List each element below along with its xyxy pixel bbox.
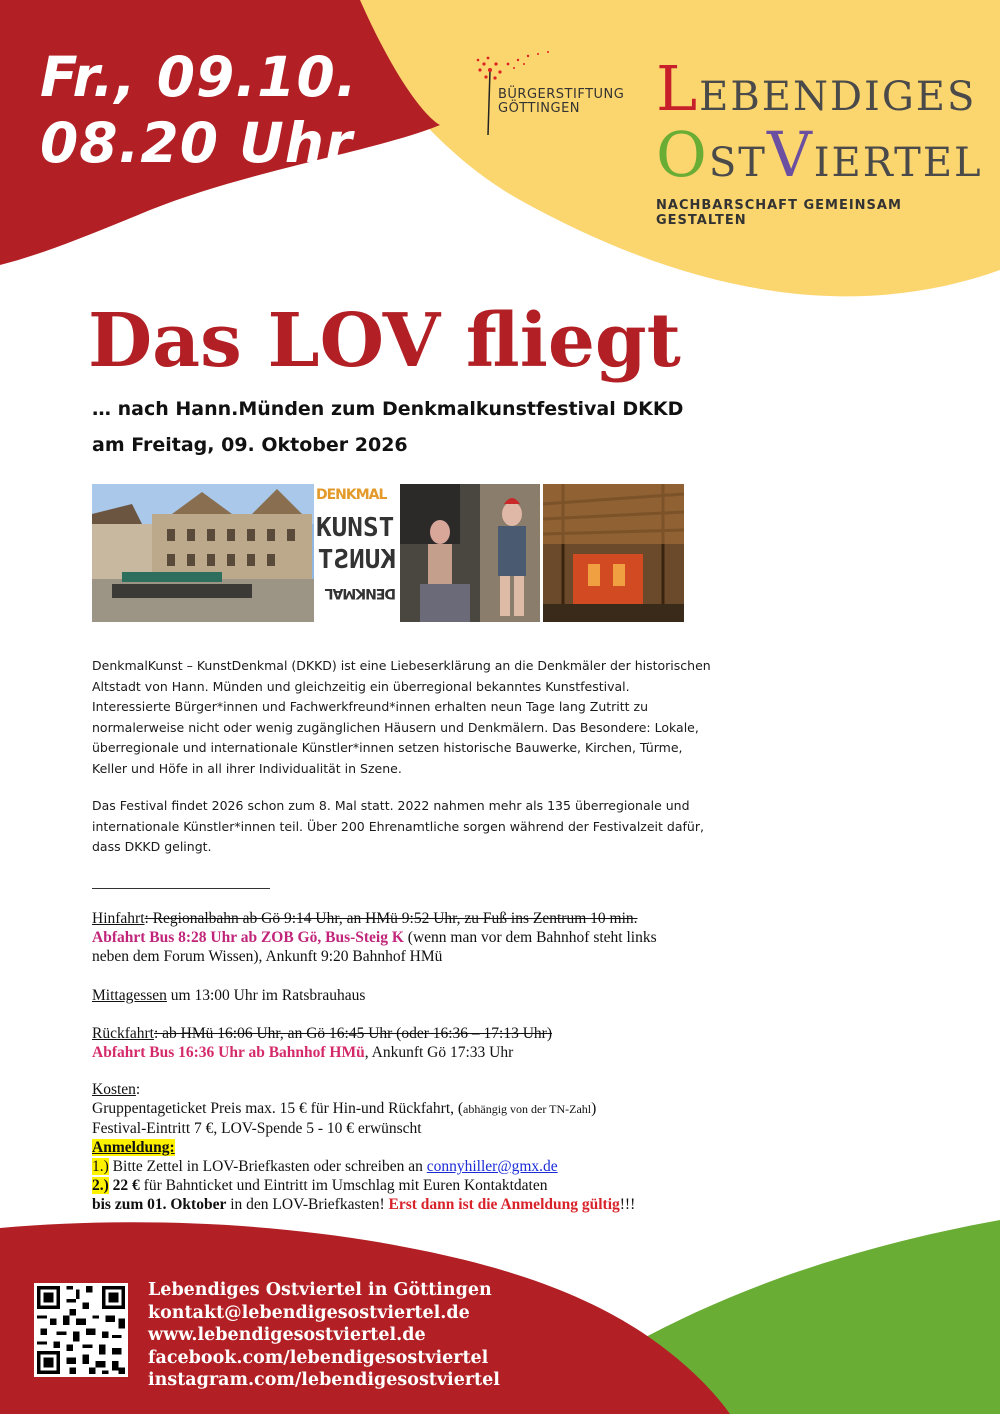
outbound-arrival: neben dem Forum Wissen), Ankunft 9:20 Bahnhof HMü	[92, 948, 443, 965]
step2-number: 2.)	[92, 1177, 109, 1194]
page-title: Das LOV fliegt	[88, 298, 681, 384]
logo-letter-o: O	[656, 118, 709, 191]
logo-letter-l: L	[656, 52, 700, 125]
sponsor-line1: BÜRGERSTIFTUNG	[498, 87, 625, 102]
outbound-bus: Abfahrt Bus 8:28 Uhr ab ZOB Gö, Bus-Steig K	[92, 929, 404, 946]
lunch-section	[92, 986, 732, 1005]
step1-number: 1.)	[92, 1158, 109, 1175]
registration-label: Anmeldung:	[92, 1139, 175, 1156]
footer-instagram[interactable]: instagram.com/lebendigesostviertel	[148, 1370, 500, 1390]
photo-collage	[92, 484, 684, 622]
footer-facebook[interactable]: facebook.com/lebendigesostviertel	[148, 1347, 489, 1368]
lunch-details: um 13:00 Uhr im Ratsbrauhaus	[166, 987, 366, 1004]
cost-entry: Festival-Eintritt 7 €, LOV-Spende 5 - 10 € erwünscht	[92, 1120, 422, 1137]
footer-org: Lebendiges Ostviertel in Göttingen	[148, 1280, 492, 1300]
step2-amount: 22 €	[108, 1177, 140, 1194]
cost-label: Kosten	[92, 1081, 136, 1098]
outbound-label: Hinfahrt	[92, 910, 145, 927]
logo-slogan: NACHBARSCHAFT GEMEINSAM GESTALTEN	[656, 198, 902, 228]
exclaim: !!!	[619, 1196, 636, 1213]
step1-text: Bitte Zettel in LOV-Briefkasten oder schreiben an	[108, 1158, 427, 1175]
photo-town-hall	[92, 484, 314, 622]
event-date: Fr., 09.10.	[40, 45, 358, 109]
lunch-label: Mittagessen	[92, 987, 167, 1004]
buergerstiftung-logo	[468, 50, 628, 140]
outbound-note: (wenn man vor dem Bahnhof steht links	[403, 929, 657, 946]
return-old-train: : ab HMü 16:06 Uhr, an Gö 16:45 Uhr (oder 16:36 – 17:13 Uhr)	[153, 1025, 553, 1042]
logo-word2-rest: IERTEL	[813, 140, 983, 186]
logo-word1-rest: EBENDIGES	[699, 74, 977, 120]
description-paragraph-2: Das Festival findet 2026 schon zum 8. Mal statt. 2022 nahmen mehr als 135 überregionale und internationale Künstler*innen teil. Über 200 Ehrenamtliche sorgen während der Festivalzeit dafür, dass DKKD gelingt.	[92, 798, 704, 854]
footer-contact	[148, 1279, 500, 1392]
outbound-old-train: : Regionalbahn ab Gö 9:14 Uhr, an HMü 9:52 Uhr, zu Fuß ins Zentrum 10 min.	[144, 910, 638, 927]
return-section	[92, 1024, 732, 1062]
dk-top: DENKMAL	[316, 487, 387, 503]
description-block	[92, 656, 712, 779]
return-label: Rückfahrt	[92, 1025, 154, 1042]
separator-line	[92, 888, 270, 889]
return-arrival: , Ankunft Gö 17:33 Uhr	[364, 1044, 514, 1061]
dk-mid: KUNST	[316, 513, 395, 543]
event-datetime	[40, 44, 358, 176]
photo-sculptures	[400, 484, 540, 622]
logo-line1	[656, 52, 977, 126]
sponsor-line2: GÖTTINGEN	[498, 101, 581, 116]
dk-bottom: DENKMAL	[325, 585, 396, 601]
logo-line2	[656, 118, 983, 192]
logo-letter-v: V	[766, 118, 814, 191]
event-time: 08.20 Uhr	[40, 111, 354, 175]
subtitle-destination: … nach Hann.Münden zum Denkmalkunstfestival DKKD	[92, 398, 684, 420]
outbound-section	[92, 909, 732, 966]
lov-logo	[656, 52, 983, 228]
deadline: bis zum 01. Oktober	[92, 1196, 227, 1213]
photo-interior	[543, 484, 684, 622]
cost-ticket: Gruppentageticket Preis max. 15 € für Hin-und Rückfahrt, (	[92, 1100, 464, 1117]
contact-email-link[interactable]: connyhiller@gmx.de	[426, 1158, 558, 1175]
cost-ticket-end: )	[591, 1100, 597, 1117]
footer-email[interactable]: kontakt@lebendigesostviertel.de	[148, 1302, 470, 1323]
subtitle-date: am Freitag, 09. Oktober 2026	[92, 434, 408, 456]
dk-mid-mirror: KUNST	[317, 545, 396, 575]
footer-website[interactable]: www.lebendigesostviertel.de	[148, 1325, 426, 1345]
step2-text: für Bahnticket und Eintritt im Umschlag mit Euren Kontaktdaten	[139, 1177, 548, 1194]
cost-ticket-note: abhängig von der TN-Zahl	[463, 1102, 592, 1116]
description-paragraph-1: DenkmalKunst – KunstDenkmal (DKKD) ist eine Liebeserklärung an die Denkmäler der historischen Altstadt von Hann. Münden und gleichzeitig ein überregional bekanntes Kunstfestival. Interessierte Bürger*innen und Fachwerkfreund*innen erhalten neun Tage lang Zutritt zu normalerweise nicht oder wenig zugänglichen Häusern und Denkmälern. Das Besondere: Lokale, überregionale und internationale Künstler*innen setzen historische Bauwerke, Kirchen, Türme, Keller und Höfe in all ihrer Individualität in Szene.	[92, 658, 711, 776]
return-bus: Abfahrt Bus 16:36 Uhr ab Bahnhof HMü	[92, 1044, 365, 1061]
cost-section: Kosten: Gruppentageticket Preis max. 15 € für Hin-und Rückfahrt, (abhängig von der TN-Zahl) Festival-Eintritt 7 €, LOV-Spende 5 - 10 € erwünscht Anmeldung: 1.) Bitte Zettel in LOV-Briefkasten oder schreiben an connyhiller@gmx.de 2.) 22 € für Bahnticket und Eintritt im Umschlag mit Euren Kontaktdaten bis zum 01. Oktober in den LOV-Briefkasten! Erst dann ist die Anmeldung gültig!!!	[92, 1080, 732, 1214]
description-block-2	[92, 796, 712, 858]
qr-code	[34, 1283, 128, 1377]
logo-word2-mid: ST	[708, 140, 767, 186]
photo-dkkd-logo	[316, 484, 396, 622]
validity-note: Erst dann ist die Anmeldung gültig	[388, 1196, 620, 1213]
deadline-rest: in den LOV-Briefkasten!	[226, 1196, 389, 1213]
